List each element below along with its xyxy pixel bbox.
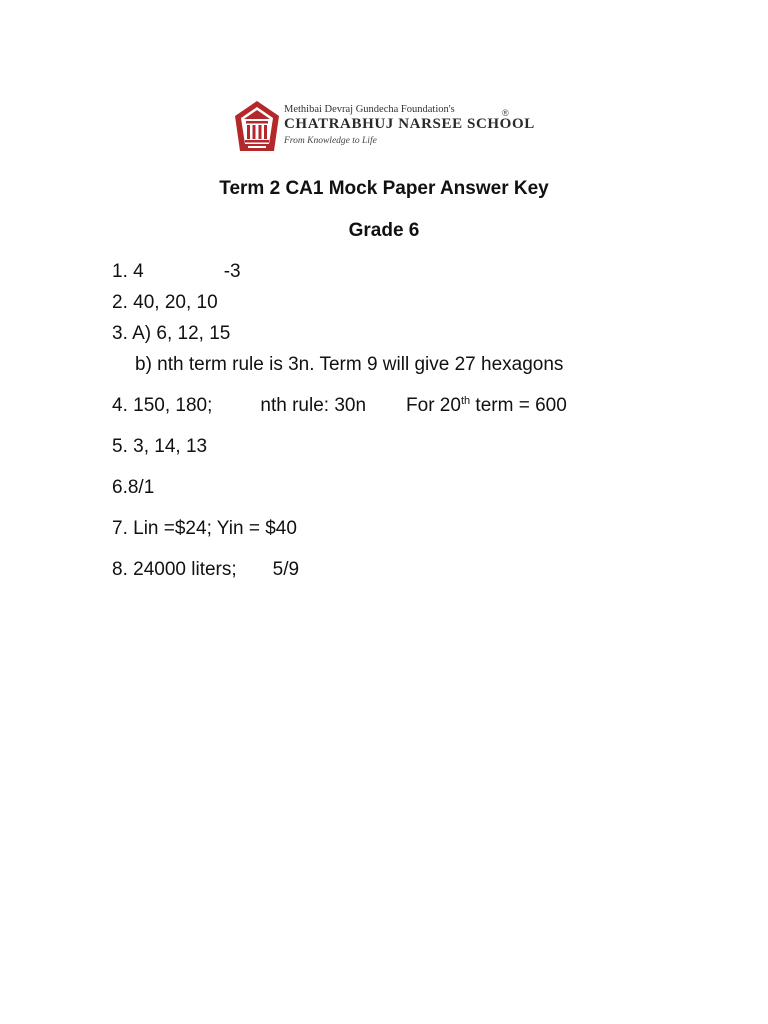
answer-5-text: 3, 14, 13 <box>133 436 208 457</box>
answer-number: 4. <box>112 395 128 416</box>
answer-8-part-a: 24000 liters; <box>133 559 237 580</box>
answer-4 <box>112 394 567 418</box>
answer-3 <box>112 322 230 346</box>
page-title: Term 2 CA1 Mock Paper Answer Key <box>219 178 549 199</box>
answer-3-part-b: b) nth term rule is 3n. Term 9 will give 27 hexagons <box>135 354 564 375</box>
answer-2 <box>112 291 218 315</box>
answer-1-part-a: 4 <box>133 261 144 282</box>
answer-5 <box>112 435 207 459</box>
answer-4-superscript: th <box>460 395 471 407</box>
answer-number: 8. <box>112 559 128 580</box>
answer-4-values: 150, 180; <box>133 395 213 416</box>
answer-4-rule: nth rule: 30n <box>260 395 367 416</box>
answer-4-term-prefix: For 20 <box>406 395 461 416</box>
school-emblem-icon <box>234 100 280 152</box>
answer-7-text: Lin =$24; Yin = $40 <box>133 518 297 539</box>
answer-1 <box>112 260 241 284</box>
logo-tagline: From Knowledge to Life <box>284 136 377 146</box>
grade-heading: Grade 6 <box>348 220 420 241</box>
answer-1-part-b: -3 <box>223 261 241 282</box>
answer-4-term-suffix: term = 600 <box>470 395 567 416</box>
answer-2-text: 40, 20, 10 <box>133 292 218 313</box>
answer-number: 7. <box>112 518 128 539</box>
logo-school-name: CHATRABHUJ NARSEE SCHOOL <box>284 116 535 132</box>
answer-6-text: 8/1 <box>127 477 155 498</box>
answer-3-part-a: A) 6, 12, 15 <box>132 323 231 344</box>
answer-8-part-b: 5/9 <box>272 559 300 580</box>
answer-8 <box>112 558 299 582</box>
logo-foundation-text: Methibai Devraj Gundecha Foundation's <box>284 104 455 115</box>
answer-7 <box>112 517 297 541</box>
registered-mark: ® <box>502 108 509 118</box>
answer-number: 2. <box>112 292 128 313</box>
answer-number: 6. <box>112 477 128 498</box>
answer-number: 5. <box>112 436 128 457</box>
answer-number: 1. <box>112 261 128 282</box>
school-logo <box>234 98 535 154</box>
answer-number: 3. <box>112 323 128 344</box>
answer-6 <box>112 476 154 500</box>
